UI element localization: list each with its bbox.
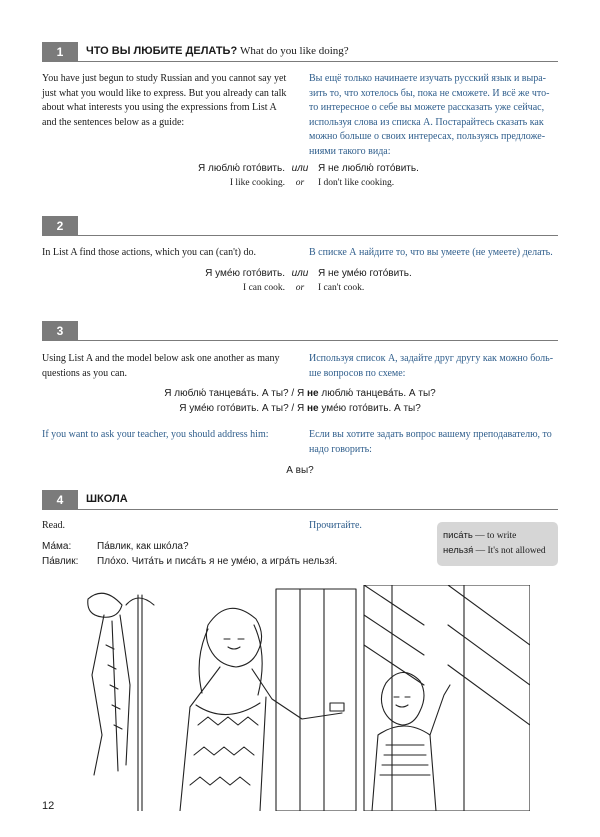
s3-instructions-ru xyxy=(309,352,561,381)
example-ru-right: Я не уме́ю гото́вить. xyxy=(318,268,412,279)
model-part: Я люблю́ танцева́ть. А ты? / Я xyxy=(164,388,305,399)
read-en: Read. xyxy=(42,520,66,531)
coat-rack-drawing xyxy=(88,593,154,811)
vocab-word: нельзя́ xyxy=(443,545,474,556)
vocabulary-box xyxy=(437,522,558,566)
section-4-header xyxy=(42,490,558,510)
section-number: 4 xyxy=(42,490,78,510)
text-line: just what you would like to express. But you already can talk xyxy=(42,87,287,99)
example-ru-right: Я не люблю́ гото́вить. xyxy=(318,163,419,174)
section-title-en: What do you like doing? xyxy=(239,45,349,57)
vocab-gloss: — to write xyxy=(475,531,517,541)
text-line: ше вопросов по схеме: xyxy=(309,367,406,379)
text-line: Вы ещё только начинаете изучать русский язык и выра- xyxy=(309,73,547,84)
model-part: люблю́ танцева́ть. А ты? xyxy=(321,388,436,399)
s3-instructions-en xyxy=(42,352,304,381)
section-rule xyxy=(78,509,558,510)
section-title-ru: ЧТО ВЫ ЛЮБИТЕ ДЕЛАТЬ? xyxy=(86,45,238,57)
section-title xyxy=(86,493,128,505)
text-line: надо говорить: xyxy=(309,443,372,455)
vocab-gloss: — It's not allowed xyxy=(475,546,546,556)
section-number: 2 xyxy=(42,216,78,236)
vocab-word: писа́ть xyxy=(443,530,473,541)
model-part: Я уме́ю гото́вить. А ты? / Я xyxy=(179,403,305,414)
dialog-line: Пло́хо. Чита́ть и писа́ть я не уме́ю, а игра́ть нельзя́. xyxy=(97,556,338,567)
example-ru-left: Я уме́ю гото́вить. xyxy=(205,268,285,279)
section-rule xyxy=(78,235,558,236)
s2-instructions-en: In List A find those actions, which you can (can't) do. xyxy=(42,247,256,258)
vocab-entry xyxy=(443,530,516,541)
s1-instructions-en xyxy=(42,72,304,130)
text-line: Используя список А, задайте друг другу как можно боль- xyxy=(309,353,554,364)
text-line: используя слова из списка А. Постарайтесь сказать как xyxy=(309,116,544,128)
section-title-ru: ШКОЛА xyxy=(86,493,128,505)
example-en-left: I like cooking. xyxy=(229,178,285,188)
door-drawing xyxy=(276,585,530,811)
section-title xyxy=(86,45,349,57)
model-sentence-1 xyxy=(0,388,600,399)
model-sentence-2 xyxy=(0,403,600,414)
example-or-en: or xyxy=(295,283,305,293)
mother-drawing xyxy=(180,608,342,811)
example-or: или xyxy=(291,163,309,174)
text-line: Using List A and the model below ask one another as many xyxy=(42,353,280,364)
s1-instructions-ru xyxy=(309,72,561,159)
text-line: and the sentences below as a guide: xyxy=(42,116,185,128)
model-emphasis: не xyxy=(306,403,319,414)
illustration-mother-and-boy xyxy=(68,585,530,811)
dialog-speaker: Ма́ма: xyxy=(42,541,72,552)
section-number: 3 xyxy=(42,321,78,341)
boy-drawing xyxy=(372,672,450,811)
text-line: можно больше о своих интересах, пользуясь предложе- xyxy=(309,131,546,142)
vocab-entry xyxy=(443,545,546,556)
text-line: questions as you can. xyxy=(42,367,127,379)
section-3-header xyxy=(42,321,558,341)
section-1-header xyxy=(42,42,558,62)
text-line: то интересное о себе вы можете рассказать уже сейчас, xyxy=(309,102,545,113)
example-or-en: or xyxy=(295,178,305,188)
text-line: You have just begun to study Russian and you cannot say yet xyxy=(42,73,287,84)
dialog-line: Па́влик, как шко́ла? xyxy=(97,541,189,552)
section-2-header xyxy=(42,216,558,236)
text-line: about what interests you using the expressions from List A xyxy=(42,102,277,113)
section-rule xyxy=(78,61,558,62)
text-line: ниями такого вида: xyxy=(309,145,391,157)
section-number: 1 xyxy=(42,42,78,62)
example-en-left: I can cook. xyxy=(243,283,285,293)
example-en-right: I can't cook. xyxy=(318,283,365,293)
read-ru: Прочитайте. xyxy=(309,520,362,531)
example-ru-left: Я люблю́ гото́вить. xyxy=(198,163,285,174)
teacher-note-ru xyxy=(309,428,561,457)
teacher-note-en: If you want to ask your teacher, you should address him: xyxy=(42,429,269,440)
address-phrase: А вы? xyxy=(286,465,314,476)
model-part: уме́ю гото́вить. А ты? xyxy=(321,403,421,414)
model-emphasis: не xyxy=(306,388,319,399)
example-or: или xyxy=(291,268,309,279)
example-en-right: I don't like cooking. xyxy=(318,178,395,188)
page-number: 12 xyxy=(42,800,55,812)
s2-instructions-ru: В списке А найдите то, что вы умеете (не умеете) делать. xyxy=(309,247,553,258)
text-line: зить то, что хотелось бы, пока не сможете. И всё же что- xyxy=(309,87,550,99)
section-rule xyxy=(78,340,558,341)
dialog-speaker: Па́влик: xyxy=(42,556,79,567)
text-line: Если вы хотите задать вопрос вашему преподавателю, то xyxy=(309,429,552,440)
